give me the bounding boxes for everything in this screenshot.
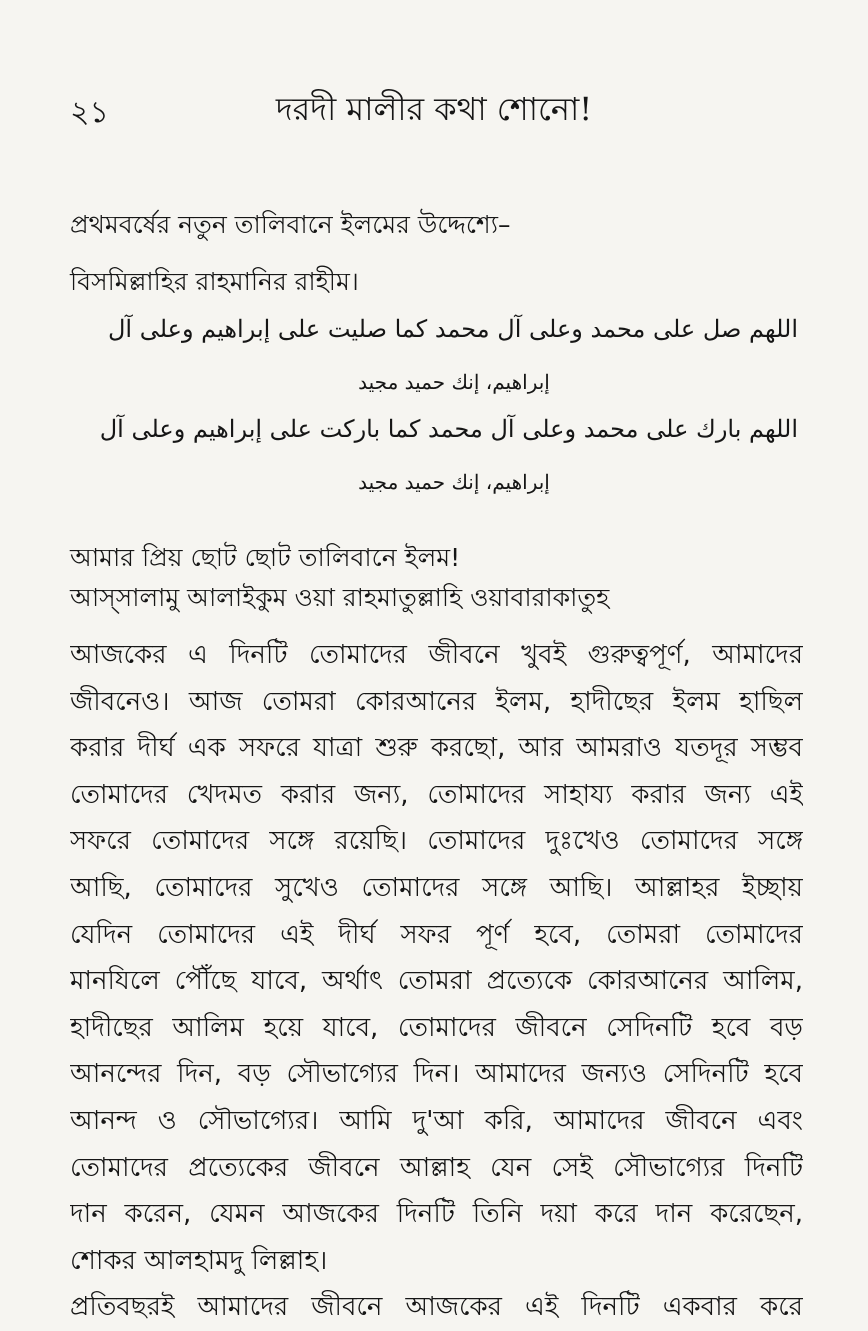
- greeting-line-1: আমার প্রিয় ছোট ছোট তালিবানে ইলম!: [70, 543, 461, 572]
- durood-line-1: اللهم صل على محمد وعلى آل محمد كما صليت على إبراهيم وعلى آل: [107, 315, 798, 343]
- paragraph-1-line: তোমাদের প্রত্যেকের জীবনে আল্লাহ যেন সেই সৌভাগ্যের দিনটি: [70, 1152, 803, 1183]
- paragraph-1-line: মানযিলে পৌঁছে যাবে, অর্থাৎ তোমরা প্রত্যেকে কোরআনের আলিম,: [70, 966, 803, 997]
- page-header: [70, 70, 798, 130]
- paragraph-1-line: হাদীছের আলিম হয়ে যাবে, তোমাদের জীবনে সেদিনটি হবে বড়: [70, 1012, 803, 1043]
- paragraph-1-line: জীবনেও। আজ তোমরা কোরআনের ইলম, হাদীছের ইলম হাছিল: [70, 686, 803, 717]
- paragraph-1-line: সফরে তোমাদের সঙ্গে রয়েছি। তোমাদের দুঃখেও তোমাদের সঙ্গে: [70, 826, 803, 857]
- paragraph-1-line: আছি, তোমাদের সুখেও তোমাদের সঙ্গে আছি। আল্লাহর ইচ্ছায়: [70, 872, 803, 903]
- body-text: [70, 632, 803, 1331]
- paragraph-1-line: আনন্দ ও সৌভাগ্যের। আমি দু'আ করি, আমাদের জীবনে এবং: [70, 1105, 803, 1136]
- paragraph-1-line: শোকর আলহামদু লিল্লাহ।: [70, 1245, 328, 1276]
- paragraph-1-line: তোমাদের খেদমত করার জন্য, তোমাদের সাহায্য করার জন্য এই: [70, 779, 803, 810]
- durood-line-3: اللهم بارك على محمد وعلى آل محمد كما باركت على إبراهيم وعلى آل: [99, 415, 798, 443]
- greeting-line-2: আস্‌সালামু আলাইকুম ওয়া রাহমাতুল্লাহি ওয়াবারাকাতুহ: [70, 583, 610, 612]
- running-title: দরদী মালীর কথা শোনো!: [275, 90, 593, 128]
- durood-line-4: إبراهيم، إنك حميد مجيد: [358, 470, 550, 494]
- paragraph-1-line: যেদিন তোমাদের এই দীর্ঘ সফর পূর্ণ হবে, তোমরা তোমাদের: [70, 919, 803, 950]
- paragraph-1-line: দান করেন, যেমন আজকের দিনটি তিনি দয়া করে দান করেছেন,: [70, 1199, 803, 1230]
- page-number: ২১: [70, 95, 109, 130]
- bismillah-line: বিসমিল্লাহির রাহমানির রাহীম।: [70, 267, 359, 296]
- paragraph-2-line: প্রতিবছরই আমাদের জীবনে আজকের এই দিনটি একবার করে: [70, 1292, 803, 1323]
- durood-line-2: إبراهيم، إنك حميد مجيد: [358, 370, 550, 394]
- paragraph-1-line: করার দীর্ঘ এক সফরে যাত্রা শুরু করছো, আর আমরাও যতদূর সম্ভব: [70, 733, 803, 764]
- addressee-line: প্রথমবর্ষের নতুন তালিবানে ইলমের উদ্দেশ্যে–: [70, 210, 511, 239]
- paragraph-1-line: আনন্দের দিন, বড় সৌভাগ্যের দিন। আমাদের জন্যও সেদিনটি হবে: [70, 1059, 803, 1090]
- paragraph-1-line: আজকের এ দিনটি তোমাদের জীবনে খুবই গুরুত্বপূর্ণ, আমাদের: [70, 640, 803, 670]
